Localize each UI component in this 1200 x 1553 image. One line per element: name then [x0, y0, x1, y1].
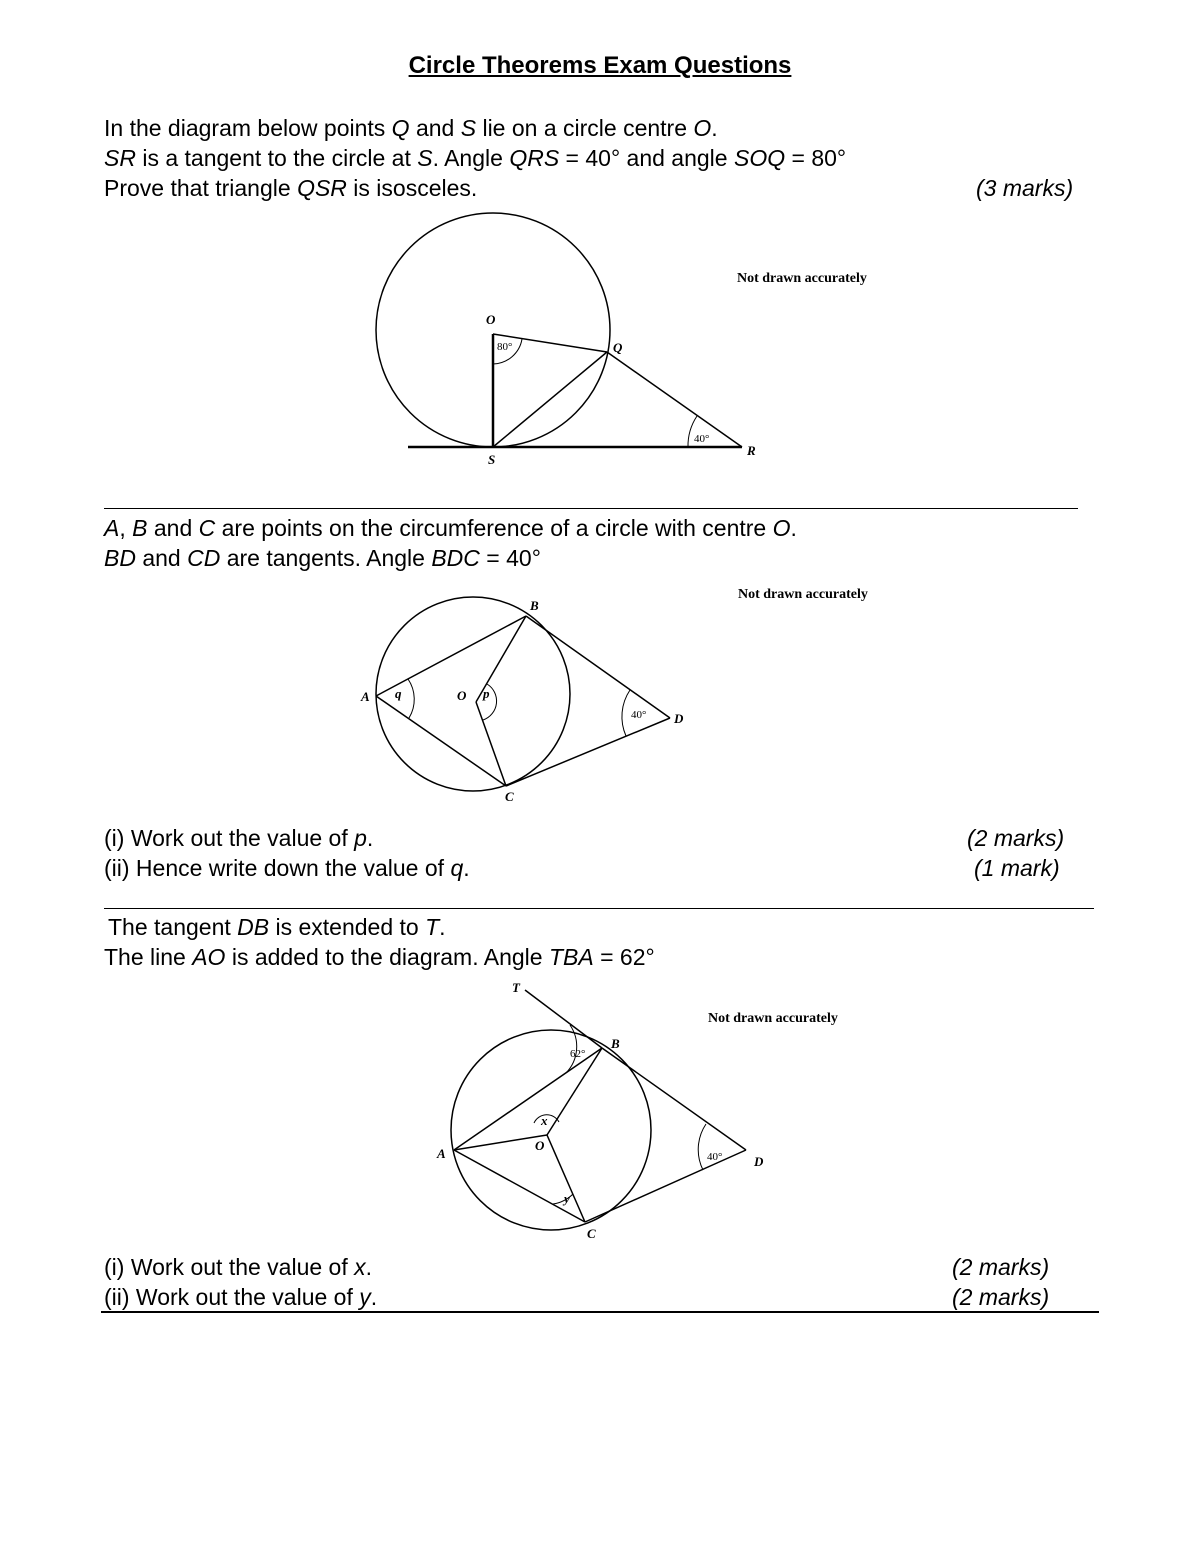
q1-not-drawn-accurately: Not drawn accurately — [737, 271, 867, 286]
q2-part-i: (i) Work out the value of p. — [104, 825, 374, 851]
q3-part-ii: (ii) Work out the value of y. — [104, 1284, 378, 1310]
q2-label-c: C — [505, 789, 514, 804]
q3-angle-arc-c — [553, 1194, 573, 1204]
q2-angle-p: p — [483, 686, 490, 701]
q3-angle-x: x — [541, 1113, 548, 1128]
q2-line-2: BD and CD are tangents. Angle BDC = 40° — [104, 545, 541, 571]
divider-3 — [101, 1311, 1099, 1313]
q3-tangent-tb — [525, 990, 602, 1048]
q3-tangent-bd — [602, 1048, 746, 1150]
q2-label-d: D — [674, 711, 684, 726]
q3-radius-ob — [547, 1048, 602, 1135]
q1-angle-80: 80° — [497, 341, 513, 353]
q3-label-a: A — [437, 1146, 446, 1161]
q1-line-2: SR is a tangent to the circle at S. Angle QRS = 40° and angle SOQ = 80° — [104, 145, 847, 171]
q1-marks: (3 marks) — [976, 175, 1074, 201]
page-title: Circle Theorems Exam Questions — [408, 52, 792, 79]
q3-angle-arc-d — [698, 1124, 706, 1170]
q3-label-o: O — [535, 1138, 545, 1153]
q3-part-i: (i) Work out the value of x. — [104, 1254, 373, 1280]
q2-part-i-marks: (2 marks) — [967, 825, 1065, 851]
q2-label-b: B — [530, 598, 539, 613]
q3-angle-40: 40° — [707, 1151, 723, 1163]
q3-label-b: B — [611, 1036, 620, 1051]
q3-angle-y: y — [564, 1191, 570, 1206]
q3-part-ii-marks: (2 marks) — [952, 1284, 1050, 1310]
q2-label-o: O — [457, 688, 467, 703]
q2-angle-40: 40° — [631, 709, 647, 721]
q1-label-q: Q — [613, 340, 623, 355]
q1-label-r: R — [747, 443, 756, 458]
q3-radius-oc — [547, 1135, 585, 1222]
q3-not-drawn-accurately: Not drawn accurately — [708, 1011, 838, 1026]
q2-not-drawn-accurately: Not drawn accurately — [738, 587, 868, 602]
q2-label-a: A — [361, 689, 370, 704]
q1-line-3: Prove that triangle QSR is isosceles. — [104, 175, 478, 201]
q2-line-1: A, B and C are points on the circumference of a circle with centre O. — [104, 515, 797, 541]
q2-part-ii-marks: (1 mark) — [974, 855, 1060, 881]
q3-part-i-marks: (2 marks) — [952, 1254, 1050, 1280]
q2-angle-q: q — [395, 686, 402, 701]
q3-label-c: C — [587, 1226, 596, 1241]
q3-line-1: The tangent DB is extended to T. — [108, 914, 446, 940]
q1-line-1: In the diagram below points Q and S lie on a circle centre O. — [104, 115, 718, 141]
q3-label-d: D — [754, 1154, 764, 1169]
q1-angle-40: 40° — [694, 433, 710, 445]
q3-angle-62: 62° — [570, 1048, 586, 1060]
q1-label-s: S — [488, 452, 496, 467]
q3-label-t: T — [512, 980, 520, 995]
q1-label-o: O — [486, 312, 496, 327]
q3-line-ao — [454, 1135, 547, 1150]
q3-chord-ac — [454, 1150, 585, 1222]
q3-line-2: The line AO is added to the diagram. Angle TBA = 62° — [104, 944, 655, 970]
q2-part-ii: (ii) Hence write down the value of q. — [104, 855, 470, 881]
